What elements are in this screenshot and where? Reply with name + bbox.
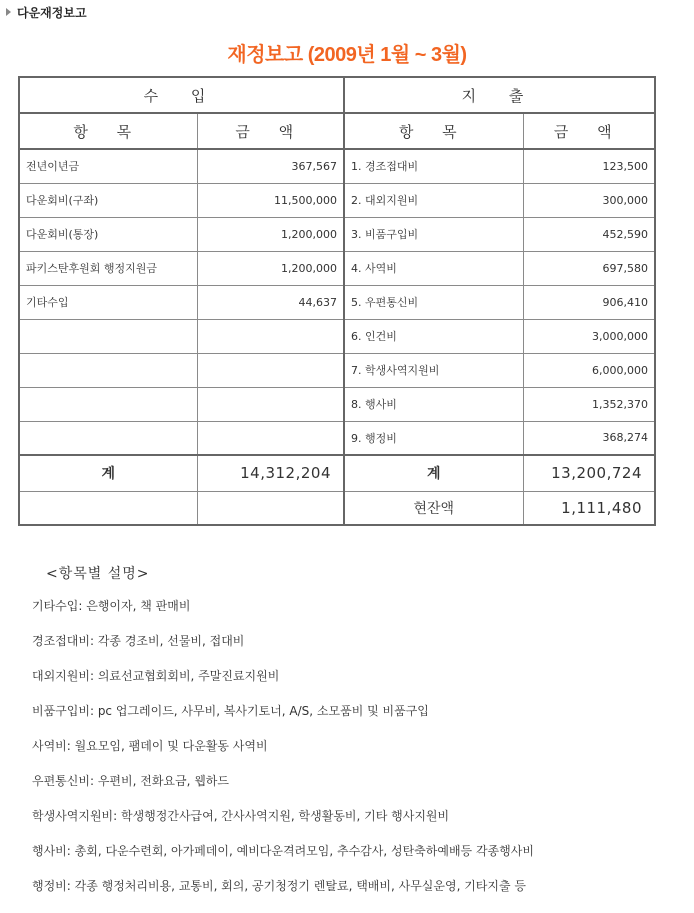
finance-table: [18, 76, 656, 526]
income-total-label: 계: [19, 455, 197, 491]
description-item: 행정비: 각종 행정처리비용, 교통비, 회의, 공기청정기 렌탈료, 택배비, 사무실운영, 기타지출 등: [32, 879, 526, 893]
income-amount-header: 금 액: [197, 113, 344, 149]
description-item: 기타수입: 은행이자, 책 판매비: [32, 599, 191, 613]
income-section-header: 수 입: [19, 77, 344, 113]
expense-amount: 452,590: [523, 217, 655, 251]
income-amount: 1,200,000: [197, 217, 344, 251]
description-item: 대외지원비: 의료선교협회회비, 주말진료지원비: [32, 669, 280, 683]
description-item: 사역비: 월요모임, 팸데이 및 다운활동 사역비: [32, 739, 268, 753]
description-title: <항목별 설명>: [46, 566, 150, 582]
income-amount: 1,200,000: [197, 251, 344, 285]
empty-cell: [19, 491, 197, 525]
column-header-row: [19, 113, 655, 149]
income-amount: [197, 387, 344, 421]
income-item: 전년이년금: [19, 149, 197, 183]
expense-item: 1. 경조접대비: [344, 149, 523, 183]
income-item: [19, 319, 197, 353]
expense-amount: 123,500: [523, 149, 655, 183]
expense-amount: 697,580: [523, 251, 655, 285]
section-header-row: [19, 77, 655, 113]
income-item: 다운회비(구좌): [19, 183, 197, 217]
expense-item: 9. 행정비: [344, 421, 523, 455]
report-title: 재정보고 (2009년 1월 ~ 3월): [227, 44, 467, 66]
table-row: [19, 319, 655, 353]
income-item: [19, 421, 197, 455]
table-row: [19, 217, 655, 251]
table-row: [19, 285, 655, 319]
description-item: 경조접대비: 각종 경조비, 선물비, 접대비: [32, 634, 245, 648]
income-total-amount: 14,312,204: [197, 455, 344, 491]
expense-total-amount: 13,200,724: [523, 455, 655, 491]
expense-item: 6. 인건비: [344, 319, 523, 353]
table-row: [19, 421, 655, 455]
description-item: 행사비: 총회, 다운수련회, 아가페데이, 예비다운격려모임, 추수감사, 성탄축하예배등 각종행사비: [32, 844, 534, 858]
expense-item: 5. 우편통신비: [344, 285, 523, 319]
empty-cell: [197, 491, 344, 525]
page-header-title: 다운재정보고: [17, 5, 87, 20]
expense-amount: 3,000,000: [523, 319, 655, 353]
total-row: [19, 455, 655, 491]
bullet-icon: [6, 8, 11, 16]
expense-item: 3. 비품구입비: [344, 217, 523, 251]
table-row: [19, 251, 655, 285]
income-amount: 367,567: [197, 149, 344, 183]
table-row: [19, 353, 655, 387]
expense-amount-header: 금 액: [523, 113, 655, 149]
income-amount: [197, 319, 344, 353]
income-item: 기타수입: [19, 285, 197, 319]
balance-amount: 1,111,480: [523, 491, 655, 525]
expense-amount: 368,274: [523, 421, 655, 455]
expense-item: 2. 대외지원비: [344, 183, 523, 217]
balance-label: 현잔액: [344, 491, 523, 525]
expense-item-header: 항 목: [344, 113, 523, 149]
table-row: [19, 149, 655, 183]
income-amount: [197, 353, 344, 387]
income-item: 다운회비(통장): [19, 217, 197, 251]
expense-item: 8. 행사비: [344, 387, 523, 421]
expense-item: 7. 학생사역지원비: [344, 353, 523, 387]
description-item: 우편통신비: 우편비, 전화요금, 웹하드: [32, 774, 229, 788]
income-item-header: 항 목: [19, 113, 197, 149]
table-row: [19, 387, 655, 421]
balance-row: [19, 491, 655, 525]
income-item: [19, 387, 197, 421]
income-item: 파키스탄후원회 행정지원금: [19, 251, 197, 285]
description-item: 학생사역지원비: 학생행정간사급여, 간사사역지원, 학생활동비, 기타 행사지원비: [32, 809, 450, 823]
income-item: [19, 353, 197, 387]
expense-amount: 300,000: [523, 183, 655, 217]
expense-total-label: 계: [344, 455, 523, 491]
description-list: [32, 598, 534, 913]
expense-item: 4. 사역비: [344, 251, 523, 285]
income-amount: 11,500,000: [197, 183, 344, 217]
income-amount: [197, 421, 344, 455]
expense-amount: 906,410: [523, 285, 655, 319]
income-amount: 44,637: [197, 285, 344, 319]
expense-section-header: 지 출: [344, 77, 655, 113]
description-item: 비품구입비: pc 업그레이드, 사무비, 복사기토너, A/S, 소모품비 및 비품구입: [32, 704, 429, 718]
page-header: [6, 2, 87, 22]
expense-amount: 1,352,370: [523, 387, 655, 421]
expense-amount: 6,000,000: [523, 353, 655, 387]
table-row: [19, 183, 655, 217]
